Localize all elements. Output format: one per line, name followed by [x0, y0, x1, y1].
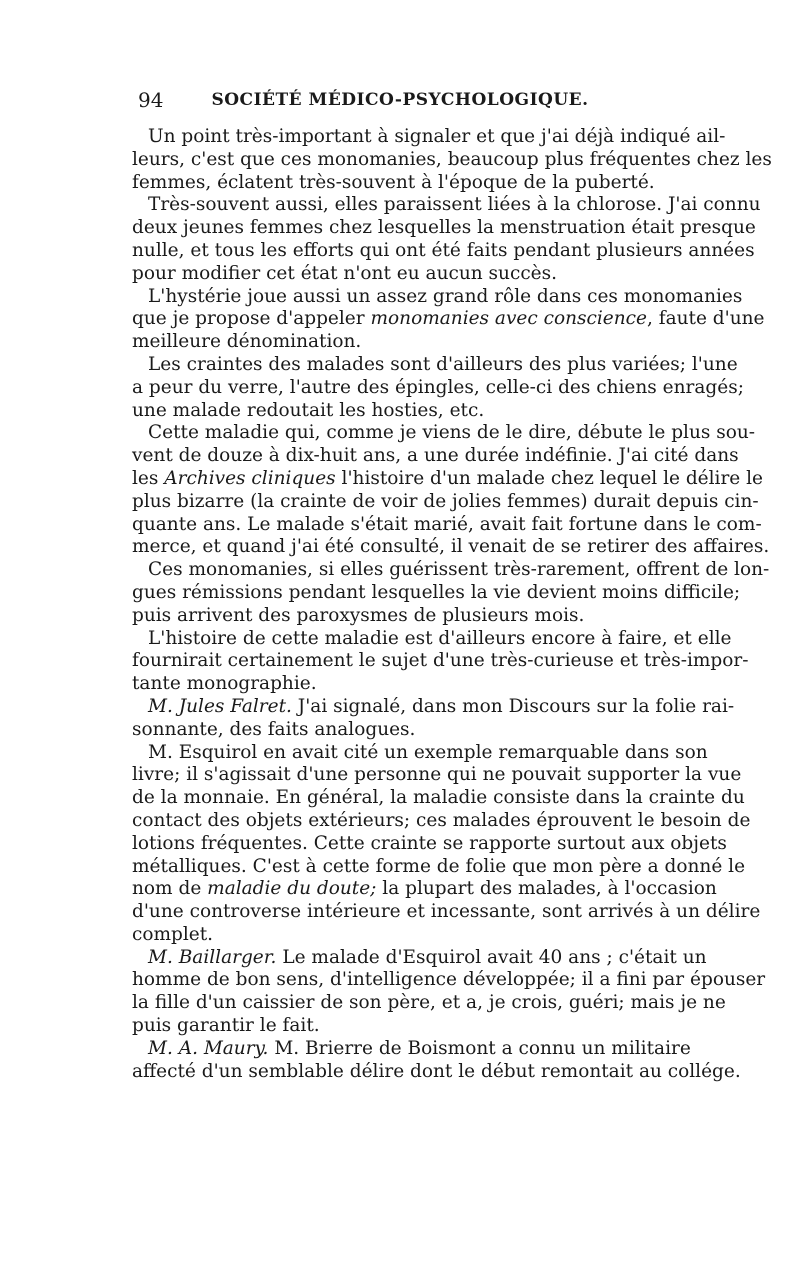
text-line — [132, 878, 717, 901]
text-line: contact des objets extérieurs; ces malades éprouvent le besoin de — [132, 809, 751, 831]
italic-text: monomanies avec conscience — [370, 308, 647, 330]
text-line: L'histoire de cette maladie est d'ailleurs encore à faire, et elle — [148, 627, 732, 649]
text-line: gues rémissions pendant lesquelles la vie devient moins difficile; — [132, 581, 741, 603]
text-segment: que je propose d'appeler — [132, 308, 371, 330]
text-line — [132, 308, 765, 331]
text-line: d'une controverse intérieure et incessante, sont arrivés à un délire — [132, 901, 761, 923]
text-segment: J'ai signalé, dans mon Discours sur la folie rai- — [291, 695, 735, 717]
text-line: femmes, éclatent très-souvent à l'époque de la puberté. — [132, 171, 655, 193]
italic-text: maladie du doute; — [207, 878, 377, 900]
italic-text: M. Baillarger. — [148, 946, 277, 968]
text-line: merce, et quand j'ai été consulté, il venait de se retirer des affaires. — [132, 536, 770, 558]
text-line: homme de bon sens, d'intelligence développée; il a fini par épouser — [132, 969, 766, 991]
text-line: Cette maladie qui, comme je viens de le dire, débute le plus sou- — [148, 422, 756, 444]
text-line: leurs, c'est que ces monomanies, beaucoup plus fréquentes chez les — [132, 148, 772, 170]
text-line: livre; il s'agissait d'une personne qui ne pouvait supporter la vue — [132, 764, 742, 786]
text-line: une malade redoutait les hosties, etc. — [132, 399, 485, 421]
italic-text: M. Jules Falret. — [148, 695, 292, 717]
text-line: affecté d'un semblable délire dont le début remontait au collége. — [132, 1060, 741, 1082]
text-line: complet. — [132, 923, 214, 945]
italic-text: Archives cliniques — [164, 467, 336, 489]
text-line: Un point très-important à signaler et que j'ai déjà indiqué ail- — [148, 126, 726, 147]
text-line — [132, 1037, 691, 1061]
text-line: lotions fréquentes. Cette crainte se rapporte surtout aux objets — [132, 832, 727, 854]
text-segment: l'histoire d'un malade chez lequel le délire le — [335, 467, 763, 489]
text-line: Les craintes des malades sont d'ailleurs des plus variées; l'une — [148, 353, 738, 375]
text-segment: la plupart des malades, à l'occasion — [376, 878, 717, 900]
text-segment: , faute d'une — [646, 308, 765, 330]
text-line: sonnante, des faits analogues. — [132, 718, 416, 740]
text-line: deux jeunes femmes chez lesquelles la menstruation était presque — [132, 217, 756, 239]
text-line: nulle, et tous les efforts qui ont été faits pendant plusieurs années — [132, 239, 755, 261]
text-line: tante monographie. — [132, 673, 317, 695]
text-segment: les — [132, 467, 165, 489]
text-line: M. Esquirol en avait cité un exemple remarquable dans son — [148, 741, 708, 763]
text-line — [132, 467, 763, 491]
text-line: de la monnaie. En général, la maladie consiste dans la crainte du — [132, 787, 745, 809]
text-line: fournirait certainement le sujet d'une très-curieuse et très-impor- — [132, 650, 749, 672]
running-head: SOCIÉTÉ MÉDICO-PSYCHOLOGIQUE. — [211, 90, 589, 110]
text-line: puis arrivent des paroxysmes de plusieurs mois. — [132, 604, 585, 626]
text-segment: nom de — [132, 878, 208, 900]
body-text — [132, 126, 772, 1083]
page-header — [130, 88, 670, 118]
italic-text: M. A. Maury. — [148, 1037, 269, 1059]
text-line: a peur du verre, l'autre des épingles, celle-ci des chiens enragés; — [132, 376, 744, 398]
text-line: la fille d'un caissier de son père, et a, je crois, guéri; mais je ne — [132, 992, 726, 1014]
text-segment: M. Brierre de Boismont a connu un militaire — [268, 1037, 691, 1059]
text-segment: Le malade d'Esquirol avait 40 ans ; c'était un — [276, 946, 707, 968]
text-line: quante ans. Le malade s'était marié, avait fait fortune dans le com- — [132, 513, 762, 535]
text-line: plus bizarre (la crainte de voir de jolies femmes) durait depuis cin- — [132, 490, 759, 512]
text-line: métalliques. C'est à cette forme de folie que mon père a donné le — [132, 855, 746, 877]
text-line: pour modifier cet état n'ont eu aucun succès. — [132, 262, 558, 284]
text-line — [132, 946, 707, 970]
text-line: meilleure dénomination. — [132, 331, 362, 353]
text-line — [132, 695, 735, 719]
text-line: puis garantir le fait. — [132, 1015, 320, 1037]
page-number: 94 — [138, 88, 164, 112]
text-line: Ces monomanies, si elles guérissent très-rarement, offrent de lon- — [148, 559, 770, 581]
text-line: Très-souvent aussi, elles paraissent liées à la chlorose. J'ai connu — [148, 194, 761, 216]
text-line: L'hystérie joue aussi un assez grand rôle dans ces monomanies — [148, 285, 743, 307]
text-line: vent de douze à dix-huit ans, a une durée indéfinie. J'ai cité dans — [132, 445, 739, 467]
